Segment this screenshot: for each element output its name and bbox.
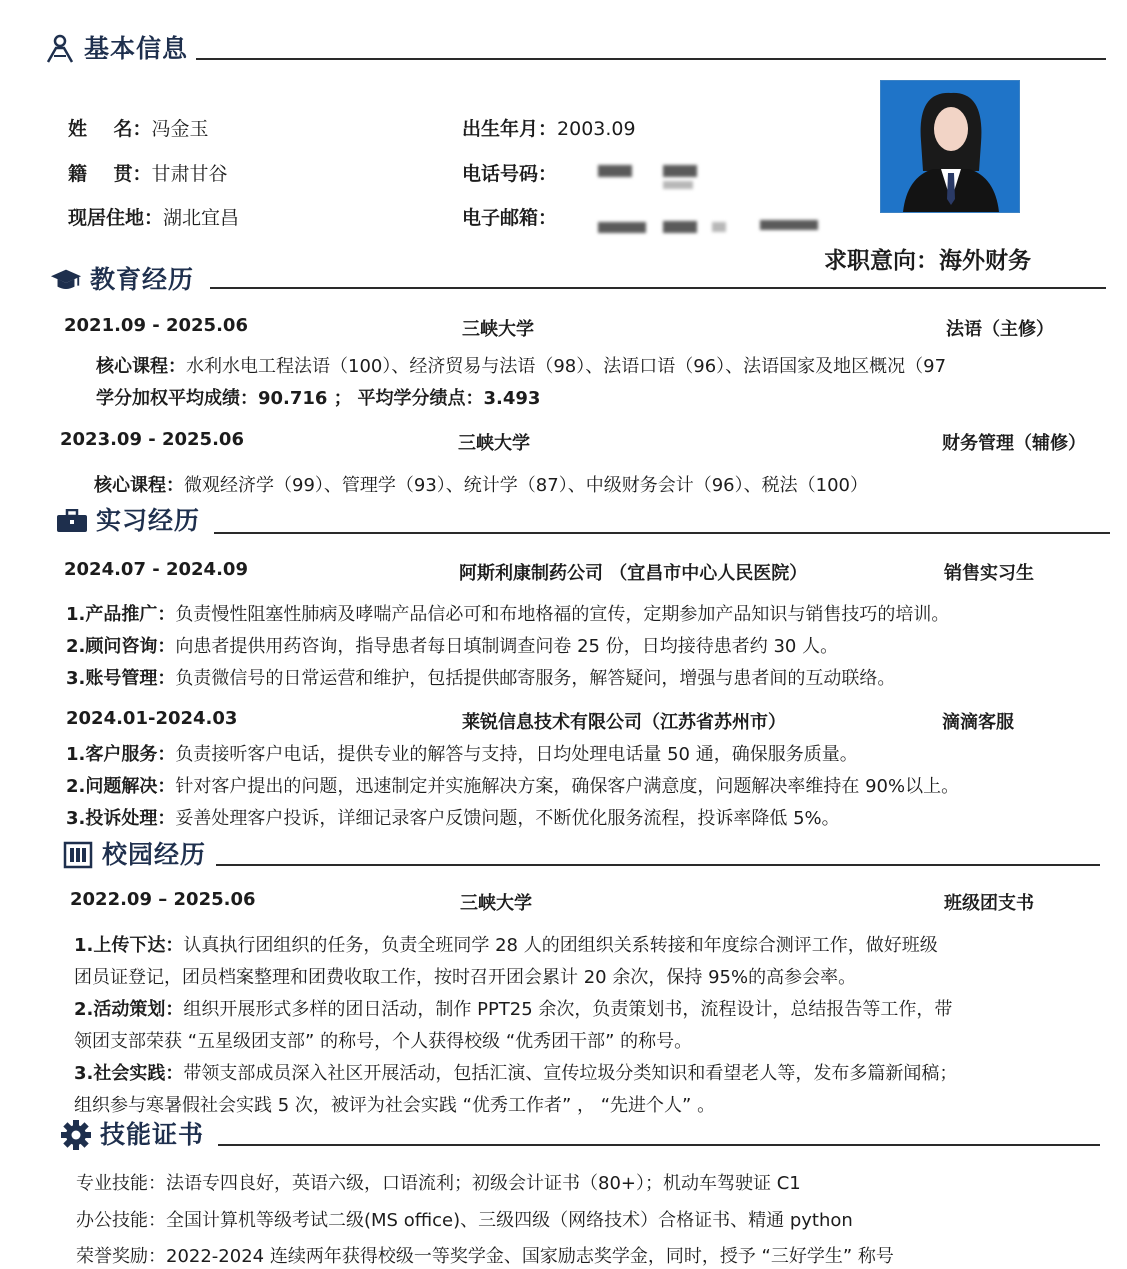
edu-school: 三峡大学 — [462, 319, 534, 340]
name-row: 姓 名：冯金玉 — [68, 118, 209, 140]
section-campus — [62, 840, 206, 870]
origin-value: 甘肃甘谷 — [151, 163, 228, 185]
gear-icon — [60, 1120, 92, 1150]
email-redacted — [760, 220, 818, 230]
intern-period: 2024.07 - 2024.09 — [64, 559, 248, 580]
campus-line: 团员证登记，团员档案整理和团费收取工作，按时召开团会累计 20 余次，保持 95%的高参会率。 — [74, 967, 857, 988]
graduation-cap-icon — [50, 265, 82, 295]
section-divider — [196, 58, 1106, 60]
email-redacted — [598, 222, 646, 233]
section-internship — [56, 506, 200, 536]
section-title: 校园经历 — [102, 840, 207, 869]
intern-point: 1.产品推广：负责慢性阻塞性肺病及哮喘产品信必可和布地格福的宣传，定期参加产品知识与销售技巧的培训。 — [66, 604, 950, 625]
intern-period: 2024.01-2024.03 — [66, 708, 238, 729]
campus-line: 1.上传下达：认真执行团组织的任务，负责全班同学 28 人的团组织关系转接和年度综合测评工作，做好班级 — [74, 935, 938, 956]
edu-period: 2021.09 - 2025.06 — [64, 315, 248, 336]
campus-line: 3.社会实践：带领支部成员深入社区开展活动，包括汇演、宣传垃圾分类知识和看望老人等，发布多篇新闻稿； — [74, 1063, 958, 1084]
birth-row: 出生年月：2003.09 — [462, 118, 636, 140]
intern-point: 1.客户服务：负责接听客户电话，提供专业的解答与支持，日均处理电话量 50 通，确保服务质量。 — [66, 744, 858, 765]
edu-gpa: 学分加权平均成绩：90.716 ； 平均学分绩点：3.493 — [96, 388, 541, 409]
person-icon — [44, 34, 76, 64]
intern-point: 2.问题解决：针对客户提出的问题，迅速制定并实施解决方案，确保客户满意度，问题解决率维持在 90%以上。 — [66, 776, 960, 797]
residence-row: 现居住地：湖北宜昌 — [68, 207, 240, 229]
phone-redacted — [598, 165, 632, 177]
edu-school: 三峡大学 — [458, 433, 530, 454]
section-divider — [218, 1144, 1100, 1146]
email-redacted — [712, 222, 726, 232]
edu-courses: 核心课程：微观经济学（99）、管理学（93）、统计学（87）、中级财务会计（96）、税法（100） — [94, 475, 868, 496]
email-row: 电子邮箱： — [462, 207, 558, 229]
skill-line: 办公技能：全国计算机等级考试二级(MS office)、三级四级（网络技术）合格证书、精通 python — [76, 1210, 853, 1231]
section-divider — [210, 287, 1106, 289]
job-intent: 求职意向：海外财务 — [824, 248, 1031, 274]
email-redacted — [663, 221, 697, 233]
intern-point: 3.账号管理：负责微信号的日常运营和维护，包括提供邮寄服务，解答疑问，增强与患者间的互动联络。 — [66, 668, 896, 689]
job-intent-value: 海外财务 — [939, 248, 1031, 274]
skill-line: 专业技能：法语专四良好，英语六级，口语流利；初级会计证书（80+）；机动车驾驶证 C1 — [76, 1173, 801, 1194]
campus-line: 组织参与寒暑假社会实践 5 次，被评为社会实践 “优秀工作者” ， “先进个人” 。 — [74, 1095, 716, 1116]
section-divider — [216, 864, 1100, 866]
campus-school: 三峡大学 — [460, 893, 532, 914]
briefcase-icon — [56, 506, 88, 536]
edu-period: 2023.09 - 2025.06 — [60, 429, 244, 450]
section-title: 技能证书 — [100, 1120, 205, 1149]
section-title: 基本信息 — [84, 34, 189, 63]
profile-photo — [880, 80, 1020, 213]
campus-period: 2022.09 – 2025.06 — [70, 889, 256, 910]
phone-redacted — [663, 165, 697, 177]
intern-company: 莱锐信息技术有限公司（江苏省苏州市） — [462, 712, 786, 733]
intern-company: 阿斯利康制药公司 （宜昌市中心人民医院） — [459, 563, 808, 584]
intern-role: 销售实习生 — [944, 563, 1034, 584]
origin-row: 籍 贯：甘肃甘谷 — [68, 163, 228, 185]
intern-role: 滴滴客服 — [942, 712, 1014, 733]
section-divider — [214, 532, 1110, 534]
phone-row: 电话号码： — [462, 163, 558, 185]
skill-line: 荣誉奖励：2022-2024 连续两年获得校级一等奖学金、国家励志奖学金，同时，授予 “三好学生” 称号 — [76, 1246, 894, 1267]
edu-major: 法语（主修） — [946, 319, 1054, 340]
intern-point: 2.顾问咨询：向患者提供用药咨询，指导患者每日填制调查问卷 25 份，日均接待患者约 30 人。 — [66, 636, 839, 657]
campus-role: 班级团支书 — [944, 893, 1034, 914]
section-title: 教育经历 — [90, 265, 195, 294]
campus-line: 领团支部荣获 “五星级团支部” 的称号，个人获得校级 “优秀团干部” 的称号。 — [74, 1031, 693, 1052]
campus-line: 2.活动策划：组织开展形式多样的团日活动，制作 PPT25 余次，负责策划书，流程设计，总结报告等工作，带 — [74, 999, 953, 1020]
edu-courses: 核心课程：水利水电工程法语（100）、经济贸易与法语（98）、法语口语（96）、法语国家及地区概况（97 — [96, 356, 947, 377]
birth-value: 2003.09 — [557, 118, 636, 140]
section-basic-info — [44, 34, 188, 64]
building-icon — [62, 840, 94, 870]
section-education — [50, 265, 194, 295]
residence-value: 湖北宜昌 — [163, 207, 240, 229]
name-value: 冯金玉 — [151, 118, 209, 140]
section-skills — [60, 1120, 204, 1150]
phone-redacted — [663, 181, 693, 189]
edu-major: 财务管理（辅修） — [942, 433, 1086, 454]
section-title: 实习经历 — [96, 506, 201, 535]
intern-point: 3.投诉处理：妥善处理客户投诉，详细记录客户反馈问题，不断优化服务流程，投诉率降低 5%。 — [66, 808, 840, 829]
